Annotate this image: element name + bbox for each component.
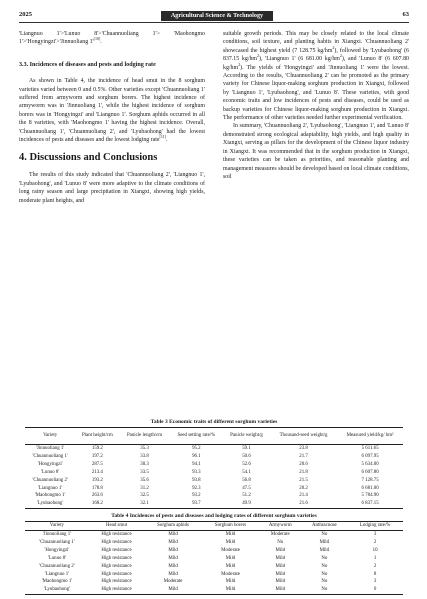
table-cell: Moderate bbox=[270, 532, 290, 537]
table-cell: 95.2 bbox=[192, 446, 201, 451]
table-cell: High resistance bbox=[101, 532, 132, 537]
table-cell: High resistance bbox=[101, 539, 132, 545]
column-header: Panicle length/cm bbox=[126, 433, 163, 438]
table-cell: Mild bbox=[168, 571, 178, 577]
table-header-row bbox=[25, 522, 403, 531]
paragraph-ranking: 'Liangnuo 1'>'Lunuo 8'>'Chuannuoliang 1'> 'Maohongmo 1'>'Hongyingzi'>'Jinnuoliang 1'[10]. bbox=[19, 31, 205, 46]
table-cell: 'Hongyingzi' bbox=[44, 547, 70, 553]
table-cell: 'Lyubaohong' bbox=[43, 587, 71, 593]
table-cell: 21.8 bbox=[299, 469, 308, 475]
table-cell: 'Chuannuoliang 2' bbox=[32, 477, 68, 483]
table-cell: 'Hongyingzi' bbox=[37, 461, 63, 467]
table-row bbox=[25, 461, 403, 469]
table-row bbox=[25, 578, 403, 586]
table-cell: No bbox=[321, 532, 328, 537]
table-cell: Mild bbox=[225, 539, 236, 545]
table-cell: 2 bbox=[373, 539, 377, 545]
table-cell: 23.8 bbox=[299, 446, 308, 451]
table-cell: Mild bbox=[168, 539, 178, 545]
table-cell: 59.1 bbox=[242, 446, 251, 451]
table-cell: 33.5 bbox=[140, 469, 149, 475]
table-cell: 31.2 bbox=[140, 485, 149, 491]
table-cell: 35.6 bbox=[140, 477, 149, 483]
column-header: Head smut bbox=[105, 523, 128, 528]
header-journal-title: Agricultural Science & Technology bbox=[161, 11, 273, 21]
table-row bbox=[25, 539, 403, 547]
table-cell: High resistance bbox=[101, 547, 132, 553]
table-cell: 6 607.80 bbox=[361, 469, 379, 475]
table-cell: Mild bbox=[168, 547, 178, 553]
table-cell: 93.7 bbox=[192, 501, 201, 507]
table-row bbox=[25, 563, 403, 571]
table-cell: Mild bbox=[275, 571, 286, 577]
table-header-row bbox=[25, 428, 403, 445]
table-cell: Mild bbox=[168, 555, 178, 561]
table-cell: 50.6 bbox=[242, 453, 251, 459]
table-cell: 8 bbox=[373, 571, 377, 577]
table3-title: Table 3 Economic traits of different sorghum varieties bbox=[150, 419, 278, 425]
table-cell: 'Maohongmo 1' bbox=[41, 579, 73, 585]
table-cell: Mild bbox=[275, 579, 286, 585]
table-row bbox=[25, 555, 403, 563]
table-cell: 287.5 bbox=[91, 461, 103, 467]
header-rule bbox=[19, 22, 409, 23]
table-row bbox=[25, 469, 403, 477]
table-cell: 10 bbox=[372, 547, 378, 553]
table-cell: 'Chuannuoliang 1' bbox=[32, 453, 68, 459]
table-cell: No bbox=[321, 579, 328, 585]
table-cell: High resistance bbox=[101, 563, 132, 569]
table-cell: Moderate bbox=[221, 547, 240, 553]
table-cell: 49.9 bbox=[242, 501, 251, 507]
table-row bbox=[25, 500, 403, 508]
paragraph-pests: As shown in Table 4, the incidence of head smut in the 8 sorghum varieties varied between 0 and 0.5%. Other varieties except 'Chuannuoliang 1' suffered from armyworm and sorghum borers. The highest incidence of armyworm was in 'Jinnuoliang 1', while the highest incidence of sorghum borers was in 'Hongyingzi' and 'Liangnuo 1'. Sorghum aphids occurred in all the 8 varieties, with 'Maohongmo 1' having the highest incidence. Overall, 'Chuannuoliang 1', 'Chuannuoliang 2', and 'Lyubaohong' had the lowest incidences of pests and diseases and the lowest lodging rate[11]. bbox=[19, 78, 205, 144]
table-cell: Moderate bbox=[163, 579, 183, 585]
table-row bbox=[25, 586, 403, 594]
table-cell: 54.1 bbox=[242, 469, 251, 475]
table-cell: 5 611.65 bbox=[361, 446, 379, 451]
table-cell: 21.5 bbox=[299, 477, 308, 483]
table-cell: Mild bbox=[225, 587, 236, 593]
table-cell: 'Jinnuoliang 1' bbox=[36, 446, 65, 451]
table-cell: 213.4 bbox=[91, 469, 103, 475]
header-page-number: 63 bbox=[402, 11, 409, 18]
table-cell: 6 837.15 bbox=[361, 501, 379, 507]
table-cell: 93.2 bbox=[192, 493, 201, 499]
table-cell: Mild bbox=[168, 563, 178, 569]
table-cell: Mild bbox=[225, 563, 236, 569]
table-cell: 47.5 bbox=[242, 485, 251, 491]
table-cell: 0 bbox=[373, 587, 377, 593]
table-cell: 21.4 bbox=[299, 493, 308, 499]
table-cell: 'Maohongmo 1' bbox=[34, 493, 66, 499]
table-cell: 'Liangnuo 1' bbox=[44, 571, 70, 577]
paragraph-yields: suitable growth periods. This may be closely related to the local climate conditions, soil texture, and planting habits in Xiangxi. 'Chuannuoliang 2' showcased the highest yield (7 128.75 $kg/hm^2$), followed by 'Lyubaohong' (6 837.15 $kg/hm^2$), 'Liangnuo 1' (6 681.00 $kg/hm^2$), and 'Lunuo 8' (6 607.80 $kg/hm^2$). The yields of 'Hongyingzi' and 'Jinnuoliang 1' were the lowest. According to the results, 'Chuannuoliang 2' can be promoted as the primary variety for Chinese liquor-making sorghum production in Xiangxi, followed by 'Liangnuo 1', 'Lyubaohong', and 'Lunuo 8'. These varieties, with good economic traits and low incidences of pests and diseases, could be used as backup varieties for Chinese liquor-making sorghum production in Xiangxi. The performance of other varieties needed further experimental verification. bbox=[223, 31, 409, 122]
table-row bbox=[25, 492, 403, 500]
column-header: Sorghum aphids bbox=[157, 523, 190, 528]
column-header: Sorghum borers bbox=[214, 523, 247, 528]
table-cell: 51.2 bbox=[242, 493, 251, 499]
table-cell: 159.2 bbox=[91, 446, 103, 451]
table-cell: 'Liangnuo 1' bbox=[38, 485, 63, 491]
table-cell: 178.8 bbox=[91, 485, 103, 491]
table4-title: Table 4 Incidences of pests and diseases and lodging rates of different sorghum varieties bbox=[111, 513, 317, 519]
table-cell: Moderate bbox=[221, 571, 240, 577]
table-cell: Mild bbox=[225, 532, 236, 537]
table-cell: 33.8 bbox=[140, 453, 149, 459]
table-cell: 32.5 bbox=[140, 493, 149, 499]
table-cell: 2 bbox=[373, 563, 377, 569]
table-cell: No bbox=[277, 539, 284, 545]
citation: [10] bbox=[93, 36, 101, 42]
table-cell: 7 128.75 bbox=[361, 477, 379, 483]
table-row bbox=[25, 445, 403, 453]
table-cell: 3 bbox=[373, 532, 377, 537]
table-cell: 168.2 bbox=[91, 501, 103, 507]
table-cell: 263.6 bbox=[91, 493, 103, 499]
column-header: Measured yield/kg/ hm² bbox=[346, 433, 394, 438]
table-cell: Mild bbox=[319, 547, 330, 553]
table-cell: 'Lunuo 8' bbox=[47, 555, 67, 561]
table-cell: 94.1 bbox=[192, 461, 201, 467]
table3-economic-traits bbox=[25, 427, 403, 509]
column-header: Anthracnose bbox=[312, 523, 337, 528]
table-row bbox=[25, 531, 403, 539]
table-cell: 3 bbox=[373, 579, 377, 585]
table-cell: 'Lunuo 8' bbox=[41, 469, 60, 475]
table-cell: 96.1 bbox=[192, 453, 201, 459]
subsection-heading: 3.3. Incidences of diseases and pests and lodging rate bbox=[19, 61, 156, 68]
table-cell: 20.2 bbox=[299, 485, 308, 491]
table-cell: High resistance bbox=[101, 571, 132, 577]
column-header: Armyworm bbox=[268, 523, 292, 528]
table-cell: No bbox=[321, 571, 328, 577]
table-cell: 35.3 bbox=[140, 446, 149, 451]
table-row bbox=[25, 477, 403, 485]
column-header: Variety bbox=[49, 523, 64, 528]
table-row bbox=[25, 453, 403, 461]
table-cell: 1 bbox=[373, 555, 377, 561]
table-cell: 20.6 bbox=[299, 461, 308, 467]
table-cell: 21.6 bbox=[299, 501, 308, 507]
table-cell: High resistance bbox=[101, 555, 132, 561]
table-cell: Mild bbox=[275, 563, 286, 569]
section-heading: 4. Discussions and Conclusions bbox=[19, 152, 158, 164]
table-cell: 30.3 bbox=[140, 461, 149, 467]
table-row bbox=[25, 571, 403, 579]
table-cell: Mild bbox=[275, 547, 286, 553]
paragraph-summary: In summary, 'Chuannuoliang 2', 'Lyubaohong', 'Liangnuo 1', and 'Lunuo 8' demonstrated strong ecological adaptability, high yields, and high quality in Xiangxi, serving as pillars for the development of the Chinese liquor industry in Xiangxi. It was recommended that in the sorghum production in Xiangxi, these varieties can be taken as priorities, and reasonable planting and management measures should be developed based on local climate conditions, soil bbox=[223, 123, 409, 180]
table-cell: 93.8 bbox=[192, 477, 201, 483]
table-cell: Mild bbox=[168, 532, 178, 537]
table-cell: 21.7 bbox=[299, 453, 308, 459]
header-year: 2025 bbox=[19, 11, 32, 18]
table-cell: High resistance bbox=[101, 579, 132, 585]
table-cell: 32.1 bbox=[140, 501, 149, 507]
table-cell: High resistance bbox=[101, 587, 132, 593]
table-cell: 6 097.95 bbox=[361, 453, 379, 459]
table-cell: 5 634.00 bbox=[361, 461, 379, 467]
citation: [11] bbox=[159, 134, 167, 140]
table-cell: 6 681.00 bbox=[361, 485, 379, 491]
column-header: Thousand-seed weight/g bbox=[279, 433, 328, 438]
table-cell: Mild bbox=[168, 587, 178, 593]
table-cell: Mild bbox=[275, 587, 286, 593]
table-cell: 92.3 bbox=[192, 485, 201, 491]
table-cell: 'Chuannuoliang 1' bbox=[39, 539, 75, 545]
table-cell: No bbox=[321, 587, 328, 593]
table-row bbox=[25, 485, 403, 493]
table-cell: Mild bbox=[225, 579, 236, 585]
table-cell: Mild bbox=[225, 555, 236, 561]
right-column bbox=[223, 30, 409, 181]
table-cell: Mild bbox=[275, 555, 286, 561]
table-cell: 93.3 bbox=[192, 469, 201, 475]
column-header: Seed setting rate/% bbox=[177, 433, 216, 438]
table-cell: 197.2 bbox=[91, 453, 103, 459]
table-cell: 52.6 bbox=[242, 461, 251, 467]
table-cell: 'Jinnuoliang 1' bbox=[42, 532, 72, 537]
table-cell: No bbox=[321, 563, 328, 569]
paragraph-discussion: The results of this study indicated that 'Chuannuoliang 2', 'Liangnuo 1', 'Lyubaohong', and 'Lunuo 8' were more adaptive to the climate conditions of long rainy season and large precipitation in Xiangxi, showing high yields, moderate plant heights, and bbox=[19, 172, 205, 204]
table-cell: Mild bbox=[319, 539, 330, 545]
table-cell: 5 784.90 bbox=[361, 493, 379, 499]
table-cell: 56.8 bbox=[242, 477, 251, 483]
column-header: Panicle weight/g bbox=[230, 433, 263, 438]
column-header: Plant height/cm bbox=[81, 433, 113, 438]
table-row bbox=[25, 547, 403, 555]
table4-pests-diseases bbox=[25, 521, 403, 595]
table-cell: No bbox=[321, 555, 328, 561]
column-header: Variety bbox=[43, 433, 58, 438]
page-header bbox=[19, 11, 409, 23]
table-cell: 'Lyubaohong' bbox=[37, 501, 64, 507]
table-cell: 'Chuannuoliang 2' bbox=[39, 563, 75, 569]
column-header: Lodging rate/% bbox=[359, 523, 391, 528]
table-cell: 193.2 bbox=[91, 477, 103, 483]
left-column bbox=[19, 30, 205, 205]
